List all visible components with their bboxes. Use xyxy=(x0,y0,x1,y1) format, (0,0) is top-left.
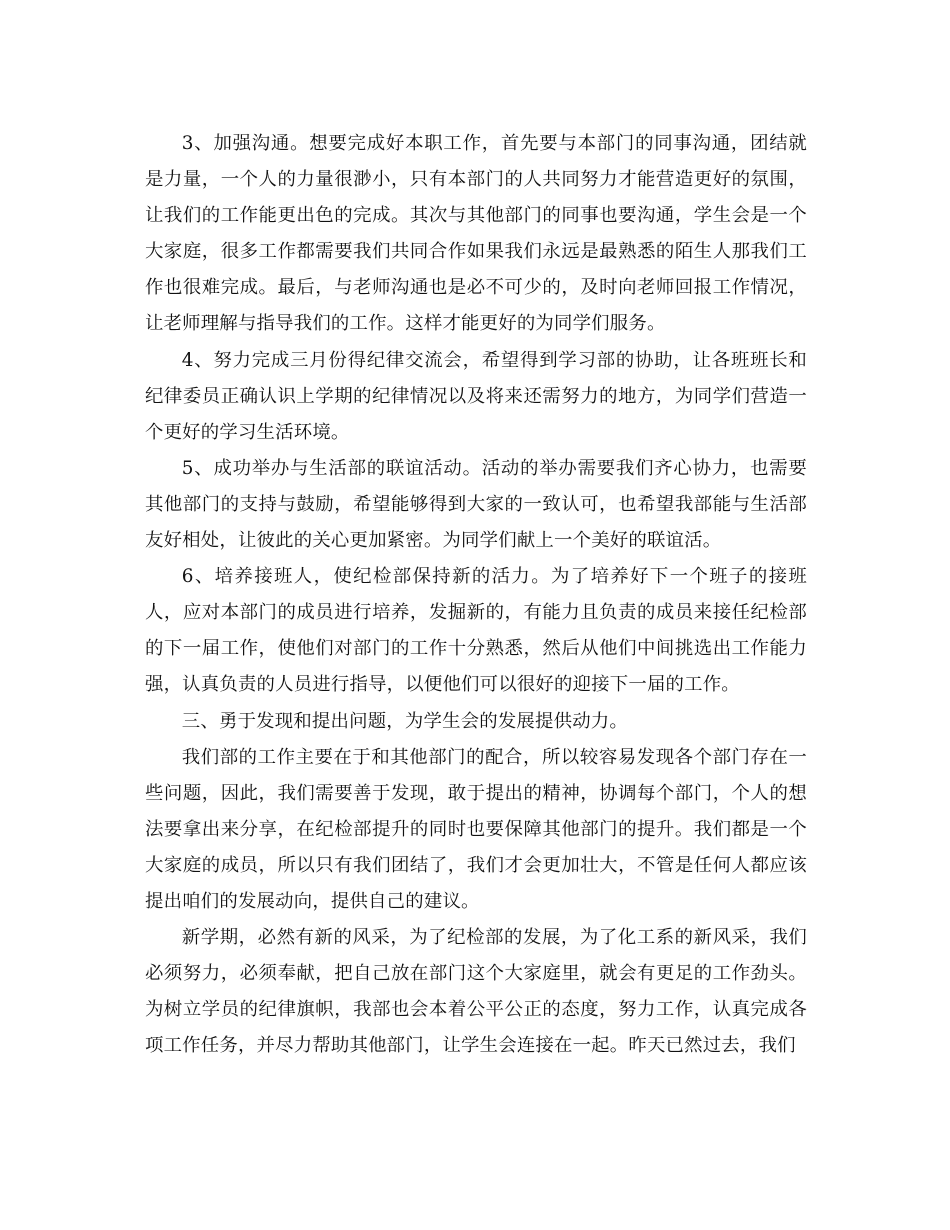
paragraph-cooperation: 我们部的工作主要在于和其他部门的配合，所以较容易发现各个部门存在一些问题，因此，我们需要善于发现，敢于提出的精神，协调每个部门，个人的想法要拿出来分享，在纪检部提升的同时也要保障其他部门的提升。我们都是一个大家庭的成员，所以只有我们团结了，我们才会更加壮大，不管是任何人都应该提出咱们的发展动向，提供自己的建议。 xyxy=(145,746,807,912)
paragraph-item-6-successor-training: 6、培养接班人，使纪检部保持新的活力。为了培养好下一个班子的接班人，应对本部门的成员进行培养，发掘新的，有能力且负责的成员来接任纪检部的下一届工作，使他们对部门的工作十分熟悉，然后从他们中间挑选出工作能力强，认真负责的人员进行指导，以便他们可以很好的迎接下一届的工作。 xyxy=(145,566,807,696)
paragraph-new-semester: 新学期，必然有新的风采，为了纪检部的发展，为了化工系的新风采，我们必须努力，必须奉献，把自己放在部门这个大家庭里，就会有更足的工作劲头。为树立学员的纪律旗帜，我部也会本着公平公正的态度，努力工作，认真完成各项工作任务，并尽力帮助其他部门，让学生会连接在一起。昨天已然过去，我们 xyxy=(145,927,807,1057)
paragraph-item-5-joint-activity: 5、成功举办与生活部的联谊活动。活动的举办需要我们齐心协力，也需要其他部门的支持与鼓励，希望能够得到大家的一致认可，也希望我部能与生活部友好相处，让彼此的关心更加紧密。为同学们献上一个美好的联谊活。 xyxy=(145,457,807,552)
paragraph-item-4-discipline-meeting: 4、努力完成三月份得纪律交流会，希望得到学习部的协助，让各班班长和纪律委员正确认识上学期的纪律情况以及将来还需努力的地方，为同学们营造一个更好的学习生活环境。 xyxy=(145,349,807,443)
document-page xyxy=(145,126,807,1064)
paragraph-item-3-communication: 3、加强沟通。想要完成好本职工作，首先要与本部门的同事沟通，团结就是力量，一个人的力量很渺小，只有本部门的人共同努力才能营造更好的氛围，让我们的工作能更出色的完成。其次与其他部门的同事也要沟通，学生会是一个大家庭，很多工作都需要我们共同合作如果我们永远是最熟悉的陌生人那我们工作也很难完成。最后，与老师沟通也是必不可少的，及时向老师回报工作情况，让老师理解与指导我们的工作。这样才能更好的为同学们服务。 xyxy=(145,133,807,335)
section-heading-three: 三、勇于发现和提出问题，为学生会的发展提供动力。 xyxy=(181,710,628,732)
